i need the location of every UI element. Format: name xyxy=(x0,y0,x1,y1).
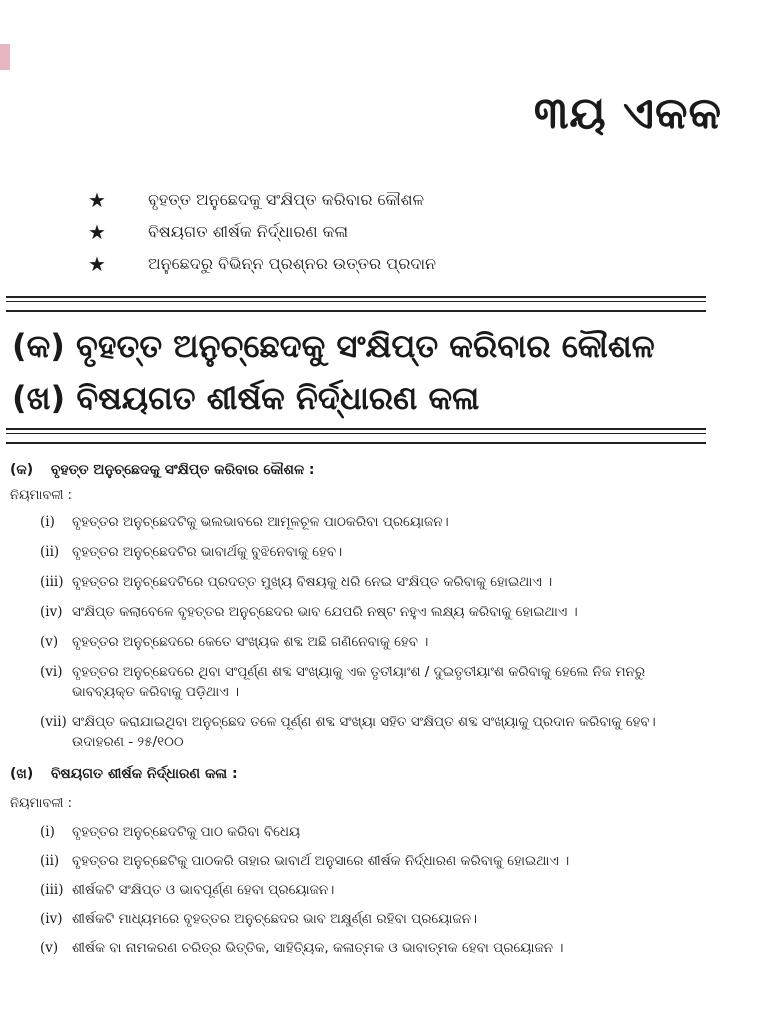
rule-text xyxy=(72,512,730,532)
rule-item xyxy=(40,662,730,702)
rule-text xyxy=(72,712,730,752)
objective-item xyxy=(80,216,700,248)
rule-text xyxy=(72,880,730,900)
objective-item xyxy=(80,248,700,280)
star-icon: ★ xyxy=(88,220,106,244)
rule-text xyxy=(72,938,730,958)
rule-text xyxy=(72,542,730,562)
rule-item xyxy=(40,822,730,842)
heading-section-b: (ଖ) ବିଷୟଗତ ଶୀର୍ଷକ ନିର୍ଦ୍ଧାରଣ କଳା xyxy=(12,379,480,417)
rule-text xyxy=(72,662,730,702)
rule-text-line: ବୃହତ୍ତର ଅନୁଚ୍ଛେଦଟିର ଭାବାର୍ଥକୁ ବୁଝିନେବାକୁ ହେବ। xyxy=(72,544,343,560)
rule-text-line: ଶୀର୍ଷକ ବା ନାମକରଣ ଚରିତ୍ର ଭିତ୍ତିକ, ସାହିତ୍ୟିକ, କଳାତ୍ମକ ଓ ଭାବାତ୍ମକ ହେବା ପ୍ରୟୋଜନ । xyxy=(72,940,564,956)
section-a-title-text: ବୃହତ୍ତ ଅନୁଚ୍ଛେଦକୁ ସଂକ୍ଷିପ୍ତ କରିବାର କୌଶଳ : xyxy=(50,462,315,478)
divider-top xyxy=(6,296,706,312)
divider-bottom xyxy=(6,428,706,444)
unit-title: ୩ୟ ଏକକ xyxy=(533,88,722,139)
rule-text-line: ଭାବବ୍ୟକ୍ତ କରିବାକୁ ପଡ଼ିଥାଏ । xyxy=(72,684,240,700)
rule-item xyxy=(40,880,730,900)
rule-number: (v) xyxy=(40,940,59,956)
star-icon: ★ xyxy=(88,188,106,212)
rule-item xyxy=(40,851,730,871)
rule-text-line: ଶୀର୍ଷକଟି ସଂକ୍ଷିପ୍ତ ଓ ଭାବପୂର୍ଣ୍ଣ ହେବା ପ୍ରୟୋଜନ। xyxy=(72,882,335,898)
section-b-mark: (ଖ) xyxy=(10,766,34,782)
rule-text xyxy=(72,851,730,871)
rule-text-line: ବୃହତ୍ତର ଅନୁଚ୍ଛେଦଟିକୁ ଭଲଭାବରେ ଆମୂଳଚୂଳ ପାଠକରିବା ପ୍ରୟୋଜନ। xyxy=(72,514,449,530)
rule-text-line: ବୃହତ୍ତର ଅନୁଚ୍ଛେଦଟିକୁ ପାଠ କରିବା ବିଧେୟ xyxy=(72,824,301,840)
rule-number: (i) xyxy=(40,514,55,530)
rule-item xyxy=(40,602,730,622)
rule-text-line: ବୃହତ୍ତର ଅନୁଚ୍ଛେଦରେ ଥିବା ସଂପୂର୍ଣ୍ଣ ଶବ୍ଦ ସଂଖ୍ୟାକୁ ଏକ ତୃତୀୟାଂଶ / ଦୁଇତୃତୀୟାଂଶ କରିବାକୁ ହେଲେ ନିଜ ମନରୁ xyxy=(72,664,646,680)
rule-item xyxy=(40,938,730,958)
rule-item xyxy=(40,909,730,929)
rule-text xyxy=(72,602,730,622)
section-a-rules-label: ନିୟମାବଳୀ : xyxy=(10,488,72,503)
rule-item xyxy=(40,632,730,652)
rule-text xyxy=(72,572,730,592)
section-a-title xyxy=(10,462,315,478)
rule-number: (i) xyxy=(40,824,55,840)
rule-text-line: ବୃହତ୍ତର ଅନୁଚ୍ଛେଟିକୁ ପାଠକରି ତାହାର ଭାବାର୍ଥ ଅନୁସାରେ ଶୀର୍ଷକ ନିର୍ଦ୍ଧାରଣ କରିବାକୁ ହୋଇଥାଏ । xyxy=(72,853,570,869)
rule-text-line: ବୃହତ୍ତର ଅନୁଚ୍ଛେଦଟିରେ ପ୍ରଦତ୍ତ ମୁଖ୍ୟ ବିଷୟକୁ ଧରି ନେଇ ସଂକ୍ଷିପ୍ତ କରିବାକୁ ହୋଇଥାଏ । xyxy=(72,574,553,590)
objective-text: ଅନୁଛେଦରୁ ବିଭିନ୍ନ ପ୍ରଶ୍ନର ଉତ୍ତର ପ୍ରଦାନ xyxy=(148,254,437,273)
rule-text xyxy=(72,822,730,842)
rule-text xyxy=(72,632,730,652)
rule-number: (ii) xyxy=(40,853,60,869)
rule-text-line: ସଂକ୍ଷିପ୍ତ କରାଯାଇଥିବା ଅନୁଚ୍ଛେଦ ତଳେ ପୂର୍ଣ୍ଣ ଶବ୍ଦ ସଂଖ୍ୟା ସହିତ ସଂକ୍ଷିପ୍ତ ଶବ୍ଦ ସଂଖ୍ୟାକୁ ପ୍ରଦାନ କରିବାକୁ ହେବ। xyxy=(72,714,656,730)
rule-item xyxy=(40,542,730,562)
heading-section-a: (କ) ବୃହତ୍ତ ଅନୁଚ୍ଛେଦକୁ ସଂକ୍ଷିପ୍ତ କରିବାର କୌଶଳ xyxy=(12,327,655,365)
section-b-rules xyxy=(40,822,730,967)
objective-text: ବିଷୟଗତ ଶୀର୍ଷକ ନିର୍ଦ୍ଧାରଣ କଳା xyxy=(148,222,349,241)
rule-text-line: ବୃହତ୍ତର ଅନୁଚ୍ଛେଦରେ କେତେ ସଂଖ୍ୟକ ଶବ୍ଦ ଅଛି ଗଣିନେବାକୁ ହେବ । xyxy=(72,634,429,650)
rule-number: (iv) xyxy=(40,604,63,620)
rule-number: (iv) xyxy=(40,911,63,927)
rule-number: (ii) xyxy=(40,544,60,560)
rule-text-line: ଶୀର୍ଷକଟି ମାଧ୍ୟମରେ ବୃହତ୍ତର ଅନୁଚ୍ଛେଦର ଭାବ ଅକ୍ଷୁର୍ଣ୍ଣ ରହିବା ପ୍ରୟୋଜନ। xyxy=(72,911,478,927)
section-a-mark: (କ) xyxy=(10,462,34,478)
section-b-title-text: ବିଷୟଗତ ଶୀର୍ଷକ ନିର୍ଦ୍ଧାରଣ କଳା : xyxy=(50,766,238,782)
section-b-title xyxy=(10,766,238,782)
objectives-list xyxy=(80,184,700,280)
rule-item xyxy=(40,712,730,752)
objective-item xyxy=(80,184,700,216)
objective-text: ବୃହତ୍ତ ଅନୁଛେଦକୁ ସଂକ୍ଷିପ୍ତ କରିବାର କୌଶଳ xyxy=(148,190,425,209)
rule-text-line: ସଂକ୍ଷିପ୍ତ କଲାବେଳେ ବୃହତ୍ତର ଅନୁଚ୍ଛେଦର ଭାବ ଯେପରି ନଷ୍ଟ ନହୁଏ ଲକ୍ଷ୍ୟ କରିବାକୁ ହୋଇଥାଏ । xyxy=(72,604,578,620)
rule-text xyxy=(72,909,730,929)
big-headings xyxy=(12,320,712,424)
star-icon: ★ xyxy=(88,252,106,276)
section-a-rules xyxy=(40,512,730,762)
rule-item xyxy=(40,572,730,592)
rule-number: (vii) xyxy=(40,714,67,730)
page-edge-mark xyxy=(0,44,10,70)
rule-number: (iii) xyxy=(40,574,64,590)
rule-number: (v) xyxy=(40,634,59,650)
rule-number: (vi) xyxy=(40,664,63,680)
rule-text-line: ଉଦାହରଣ - ୨୫/୧୦୦ xyxy=(72,734,184,750)
rule-item xyxy=(40,512,730,532)
rule-number: (iii) xyxy=(40,882,64,898)
section-b-rules-label: ନିୟମାବଳୀ : xyxy=(10,796,72,811)
